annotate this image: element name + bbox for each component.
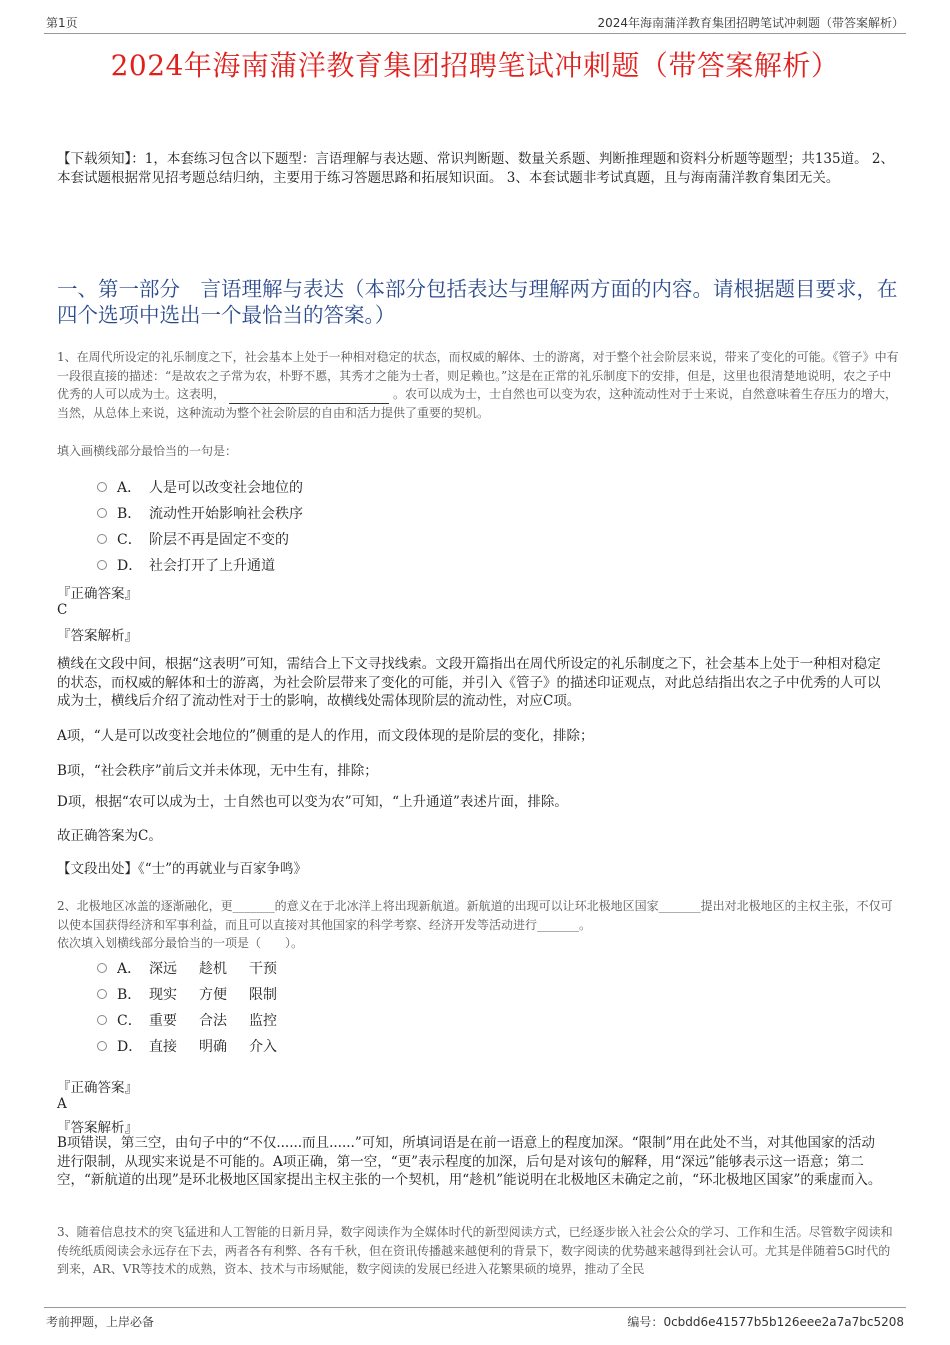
- radio-icon[interactable]: [97, 963, 107, 973]
- header-divider: [44, 33, 906, 34]
- option-label: B．: [117, 987, 142, 1003]
- option-word: 限制: [249, 987, 277, 1003]
- radio-icon[interactable]: [97, 508, 107, 518]
- radio-icon[interactable]: [97, 1041, 107, 1051]
- option-label: B．: [117, 506, 142, 522]
- footer-code-label: 编号：: [627, 1315, 664, 1329]
- option-label: D．: [117, 1039, 143, 1055]
- option-word: 深远: [149, 961, 177, 977]
- download-notice: 【下载须知】：1，本套练习包含以下题型：言语理解与表达题、常识判断题、数量关系题、判断推理题和资料分析题等题型；共135道。 2、本套试题根据常见招考题总结归纳，主要用于练习答题思路和拓展知识面。 3、本套试题非考试真题，且与海南蒲洋教育集团无关。: [57, 151, 894, 186]
- question-1-source: 【文段出处】《“士”的再就业与百家争鸣》: [57, 861, 308, 877]
- option-label: D．: [117, 558, 143, 574]
- document-title: 2024年海南蒲洋教育集团招聘笔试冲刺题（带答案解析）: [110, 49, 840, 82]
- question-2-analysis-heading: 『答案解析』: [57, 1120, 138, 1136]
- question-1-analysis-para-1: 横线在文段中间，根据“这表明”可知，需结合上下文寻找线索。文段开篇指出在周代所设定的礼乐制度之下，社会基本上处于一种相对稳定的状态，而权威的解体和士的游离，为社会阶层带来了变化的可能，并引入《管子》的描述印证观点，对此总结指出农之子中优秀的人可以成为士，横线后介绍了流动性对于士的影响，故横线处需体现阶层的流动性，对应C项。: [57, 656, 881, 709]
- radio-icon[interactable]: [97, 534, 107, 544]
- footer-divider: [44, 1307, 906, 1308]
- option-text: 人是可以改变社会地位的: [149, 480, 303, 496]
- option-word: 干预: [249, 961, 277, 977]
- footer-code-value: 0cbdd6e41577b5b126eee2a7a7bc5208: [663, 1315, 904, 1329]
- radio-icon[interactable]: [97, 1015, 107, 1025]
- option-text: 社会打开了上升通道: [149, 558, 275, 574]
- option-word: 合法: [199, 1013, 227, 1029]
- question-1-option-d[interactable]: [97, 555, 275, 575]
- question-1-stem-part-b: 。农可以成为士，士自然也可以变为农，这种流动性对于士来说，自然意味着生存压力的增大，当然，从总体上来说，这种流动为整个社会阶层的自由和活力提供了重要的契机。: [57, 387, 898, 420]
- option-label: C．: [117, 1013, 142, 1029]
- question-1-analysis-para-4: D项，根据“农可以成为士，士自然也可以变为农”可知，“上升通道”表述片面，排除。: [57, 794, 568, 810]
- question-2-option-c[interactable]: [97, 1010, 277, 1030]
- question-1-analysis-para-3: B项，“社会秩序”前后文并未体现，无中生有，排除；: [57, 763, 378, 779]
- question-1-option-b[interactable]: [97, 503, 303, 523]
- question-1-analysis-para-2: A项，“人是可以改变社会地位的”侧重的是人的作用，而文段体现的是阶层的变化，排除；: [57, 728, 594, 744]
- option-word: 介入: [249, 1039, 277, 1055]
- option-word: 趁机: [199, 961, 227, 977]
- option-text: 阶层不再是固定不变的: [149, 532, 289, 548]
- question-2-answer-heading: 『正确答案』: [57, 1080, 138, 1096]
- radio-icon[interactable]: [97, 989, 107, 999]
- answer-blank: [229, 391, 389, 404]
- question-1-stem-part-a: 1、在周代所设定的礼乐制度之下，社会基本上处于一种相对稳定的状态，而权威的解体、士的游离，对于整个社会阶层来说，带来了变化的可能。《管子》中有一段很直接的描述：“是故农之子常为农，朴野不慝，其秀才之能为士者，则足赖也。”这是在正常的礼乐制度下的安排，但是，这里也很清楚地说明，农之子中优秀的人可以成为士。这表明，: [57, 350, 899, 401]
- section-heading: 一、第一部分 言语理解与表达（本部分包括表达与理解两方面的内容。请根据题目要求，在四个选项中选出一个最恰当的答案。）: [57, 277, 898, 327]
- question-1-prompt: 填入画横线部分最恰当的一句是：: [57, 444, 238, 458]
- question-1-analysis-para-5: 故正确答案为C。: [57, 828, 162, 844]
- page-number: 第1页: [46, 16, 78, 30]
- question-2-prompt: 依次填入划横线部分最恰当的一项是（ ）。: [57, 936, 304, 950]
- question-1-answer-heading: 『正确答案』: [57, 586, 138, 602]
- footer-code: [627, 1313, 904, 1330]
- option-word: 直接: [149, 1039, 177, 1055]
- running-header-title: 2024年海南蒲洋教育集团招聘笔试冲刺题（带答案解析）: [597, 16, 904, 30]
- option-label: A．: [117, 961, 142, 977]
- footer-slogan: 考前押题，上岸必备: [46, 1315, 155, 1329]
- question-3-stem: 3、随着信息技术的突飞猛进和人工智能的日新月异，数字阅读作为全媒体时代的新型阅读方式，已经逐步嵌入社会公众的学习、工作和生活。尽管数字阅读和传统纸质阅读会永远存在下去，两者各有利弊、各有千秋，但在资讯传播越来越便利的背景下，数字阅读的优势越来越得到社会认可。尤其是伴随着5G时代的到来，AR、VR等技术的成熟，资本、技术与市场赋能，数字阅读的发展已经进入花繁果硕的境界，推动了全民: [57, 1225, 893, 1276]
- question-1-analysis-heading: 『答案解析』: [57, 628, 138, 644]
- radio-icon[interactable]: [97, 482, 107, 492]
- option-text: 流动性开始影响社会秩序: [149, 506, 303, 522]
- question-2-option-b[interactable]: [97, 984, 277, 1004]
- option-word: 现实: [149, 987, 177, 1003]
- option-word: 监控: [249, 1013, 277, 1029]
- question-2-option-a[interactable]: [97, 958, 277, 978]
- question-2-option-d[interactable]: [97, 1036, 277, 1056]
- option-word: 方便: [199, 987, 227, 1003]
- option-label: C．: [117, 532, 142, 548]
- option-label: A．: [117, 480, 142, 496]
- option-word: 重要: [149, 1013, 177, 1029]
- option-word: 明确: [199, 1039, 227, 1055]
- question-1-answer: C: [57, 602, 68, 618]
- question-2-analysis: B项错误，第三空，由句子中的“不仅......而且......”可知，所填词语是在前一语意上的程度加深。“限制”用在此处不当，对其他国家的活动进行限制，从现实来说是不可能的。A项正确，第一空，“更”表示程度的加深，后句是对该句的解释，用“深远”能够表示这一语意；第二空，“新航道的出现”是环北极地区国家提出主权主张的一个契机，用“趁机”能说明在北极地区未确定之前，“环北极地区国家”的乘虚而入。: [57, 1135, 882, 1188]
- question-1-option-c[interactable]: [97, 529, 289, 549]
- question-2-answer: A: [57, 1096, 67, 1112]
- question-1-option-a[interactable]: [97, 477, 303, 497]
- question-1-stem: [57, 348, 902, 422]
- radio-icon[interactable]: [97, 560, 107, 570]
- question-2-stem: 2、北极地区冰盖的逐渐融化，更_______的意义在于北冰洋上将出现新航道。新航道的出现可以让环北极地区国家_______提出对北极地区的主权主张，不仅可以使本国获得经济和军事利益，而且可以直接对其他国家的科学考察、经济开发等活动进行_______。: [57, 899, 893, 932]
